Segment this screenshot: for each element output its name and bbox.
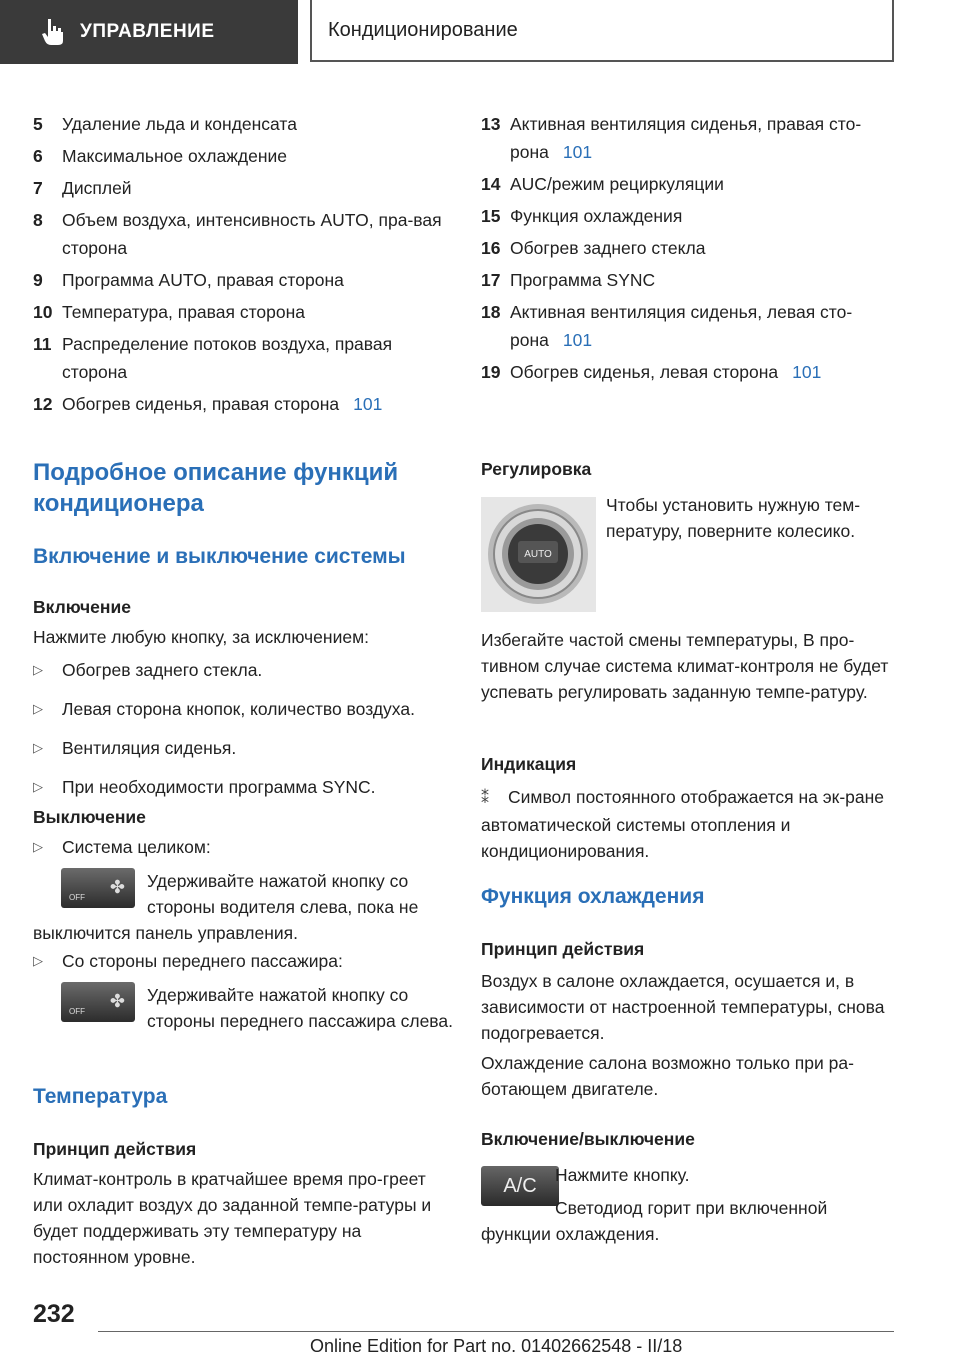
fan-icon: ✤ [109,877,125,897]
footer-edition: Online Edition for Part no. 01402662548 - II/18 [310,1336,683,1356]
header-tab [0,0,298,64]
list-item: 8 Объем воздуха, интенсивность AUTO, пра-вая сторона [33,210,442,258]
list-item: 5 Удаление льда и конденсата [33,114,297,134]
fan-icon: ✤ [109,991,125,1011]
header-tab-label: УПРАВЛЕНИЕ [80,21,215,42]
list-item: 14 AUC/режим рециркуляции [481,174,724,194]
list-item: ▷ Со стороны переднего пассажира: [33,948,343,974]
heading-off: Выключение [33,807,146,827]
page-ref-link[interactable]: 101 [792,362,822,382]
list-item: ▷ Вентиляция сиденья. [33,735,453,761]
list-item: ▷ При необходимости программа SYNC. [33,774,453,800]
heading-functions: Подробное описание функций кондиционера [33,459,399,517]
heading-principle-cooling: Принцип действия [481,939,645,959]
list-item: ▷ Обогрев заднего стекла. [33,657,453,683]
regulation-text: Чтобы установить нужную тем-пературу, поверните колесико. [606,495,861,541]
page-ref-link[interactable]: 101 [562,330,593,350]
heading-regulation: Регулировка [481,459,592,479]
cooling-text-2: Охлаждение салона возможно только при ра-ботающем двигателе. [481,1053,854,1099]
triangle-icon: ▷ [33,740,43,755]
list-item: 9 Программа AUTO, правая сторона [33,270,344,290]
on-intro: Нажмите любую кнопку, за исключением: [33,627,369,647]
left-list [33,110,453,422]
list-item: ▷ Система целиком: [33,834,211,860]
page-number: 232 [33,1300,75,1328]
list-item: 19 Обогрев сиденья, левая сторона 101 [481,362,822,382]
cooling-text-1: Воздух в салоне охлаждается, осушается и, в зависимости от настроенной температуры, снова подогревается. [481,971,885,1043]
section-title: Кондиционирование [310,0,894,62]
heading-indication: Индикация [481,754,577,774]
list-item: 18 Активная вентиляция сиденья, левая сто-рона 101 [481,302,853,350]
triangle-icon: ▷ [33,779,43,794]
temperature-knob-image [481,497,596,612]
list-item: 11 Распределение потоков воздуха, правая сторона [33,334,393,382]
svg-text:AUTO: AUTO [524,549,552,560]
triangle-icon: ▷ [33,953,43,968]
triangle-icon: ▷ [33,662,43,677]
snowflake-icon: ⁑ [481,790,489,807]
list-item: 13 Активная вентиляция сиденья, правая сто-рона 101 [481,114,862,162]
hand-icon [40,17,66,47]
list-item: 15 Функция охлаждения [481,206,683,226]
list-item: ▷ Левая сторона кнопок, количество воздуха. [33,696,453,722]
page-ref-link[interactable]: 101 [353,394,383,414]
list-item: 6 Максимальное охлаждение [33,146,288,166]
list-item: 7 Дисплей [33,178,132,198]
ac-button-image: A/C [481,1166,559,1206]
temperature-text: Климат-контроль в кратчайшее время про-греет или охладит воздух до заданной темпе-ратуры и будет поддерживать эту температуру на постоянном уровне. [33,1169,432,1267]
triangle-icon: ▷ [33,839,43,854]
off-fan-button-image: OFF ✤ [61,868,135,908]
right-list [481,110,901,390]
regulation-text-2: Избегайте частой смены температуры, В про-тивном случае система климат-контроля не будет успевать регулировать заданную темпе-ратуру. [481,630,889,702]
ac-text-2: Светодиод горит при включенной функции охлаждения. [481,1198,828,1244]
off-passenger-block: OFF ✤ Удерживайте нажатой кнопку со стороны переднего пассажира слева. [33,982,453,1034]
heading-on-off: Включение и выключение системы [33,545,406,568]
heading-temperature: Температура [33,1085,168,1108]
page-ref-link[interactable]: 101 [562,142,593,162]
list-item: 17 Программа SYNC [481,270,656,290]
list-item: 10 Температура, правая сторона [33,302,305,322]
list-item: 16 Обогрев заднего стекла [481,238,706,258]
indication-block: ⁑ Символ постоянного отображается на эк-ране автоматической системы отопления и кондиционирования. [481,787,885,861]
heading-cooling: Функция охлаждения [481,885,705,908]
off-driver-block: OFF ✤ Удерживайте нажатой кнопку со стороны водителя слева, пока не выключится панель управления. [33,868,453,946]
footer-divider [98,1331,894,1332]
ac-text-1: Нажмите кнопку. [555,1165,690,1185]
off-fan-button-image: OFF ✤ [61,982,135,1022]
triangle-icon: ▷ [33,701,43,716]
heading-principle: Принцип действия [33,1139,197,1159]
on-bullets [33,657,453,800]
heading-on: Включение [33,597,131,617]
list-item: 12 Обогрев сиденья, правая сторона 101 [33,394,383,414]
knob-icon [481,497,596,612]
heading-on-off-cooling: Включение/выключение [481,1129,695,1149]
